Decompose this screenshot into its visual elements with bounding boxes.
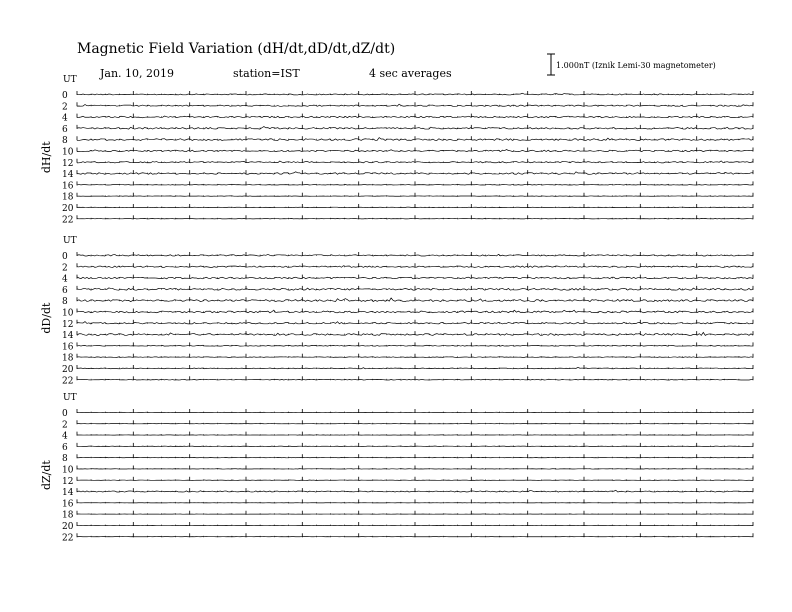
trace-label: 14 (62, 488, 74, 499)
panel-dzdt (40, 393, 753, 543)
trace-label: 22 (62, 533, 74, 544)
ut-label: UT (63, 75, 77, 85)
trace-line-ut-16 (77, 345, 753, 346)
trace-label: 8 (62, 136, 68, 147)
trace-label: 6 (62, 442, 68, 453)
trace-label: 18 (62, 353, 74, 364)
trace-label: 18 (62, 510, 74, 521)
trace-label: 2 (62, 102, 68, 113)
scale-bar (547, 54, 716, 75)
trace-label: 2 (62, 420, 68, 431)
panel-ylabel: dD/dt (40, 302, 53, 334)
trace-label: 20 (62, 522, 74, 532)
trace-label: 14 (62, 170, 74, 181)
panel-ylabel: dZ/dt (40, 460, 53, 491)
trace-label: 0 (62, 91, 68, 101)
ut-label: UT (63, 236, 77, 246)
trace-label: 0 (62, 252, 68, 262)
trace-label: 2 (62, 263, 68, 274)
chart-title: Magnetic Field Variation (dH/dt,dD/dt,dZ/dt) (77, 41, 396, 57)
station-label: station=IST (233, 67, 300, 80)
trace-label: 4 (62, 113, 68, 124)
scale-bar-label: 1.000nT (Iznik Lemi-30 magnetometer) (556, 61, 716, 70)
panels-group (40, 75, 753, 543)
trace-line-ut-18 (77, 357, 753, 358)
averaging-label: 4 sec averages (369, 67, 452, 80)
trace-label: 22 (62, 215, 74, 226)
trace-label: 16 (62, 342, 74, 353)
trace-label: 10 (62, 465, 74, 476)
trace-label: 4 (62, 431, 68, 442)
trace-label: 18 (62, 192, 74, 203)
trace-label: 20 (62, 365, 74, 375)
trace-label: 22 (62, 376, 74, 387)
panel-dhdt (40, 75, 753, 225)
trace-line-ut-6 (77, 446, 753, 447)
trace-label: 6 (62, 124, 68, 135)
trace-label: 10 (62, 308, 74, 319)
panel-dddt (40, 236, 753, 386)
ut-label: UT (63, 393, 77, 403)
trace-label: 14 (62, 331, 74, 342)
trace-label: 0 (62, 409, 68, 419)
trace-label: 12 (62, 158, 74, 169)
trace-label: 8 (62, 297, 68, 308)
trace-label: 6 (62, 285, 68, 296)
trace-label: 4 (62, 274, 68, 285)
trace-label: 10 (62, 147, 74, 158)
trace-label: 12 (62, 476, 74, 487)
trace-label: 20 (62, 204, 74, 214)
trace-label: 12 (62, 319, 74, 330)
trace-label: 16 (62, 499, 74, 510)
trace-label: 16 (62, 181, 74, 192)
date-label: Jan. 10, 2019 (100, 67, 175, 80)
panel-ylabel: dH/dt (40, 141, 53, 174)
trace-label: 8 (62, 454, 68, 465)
